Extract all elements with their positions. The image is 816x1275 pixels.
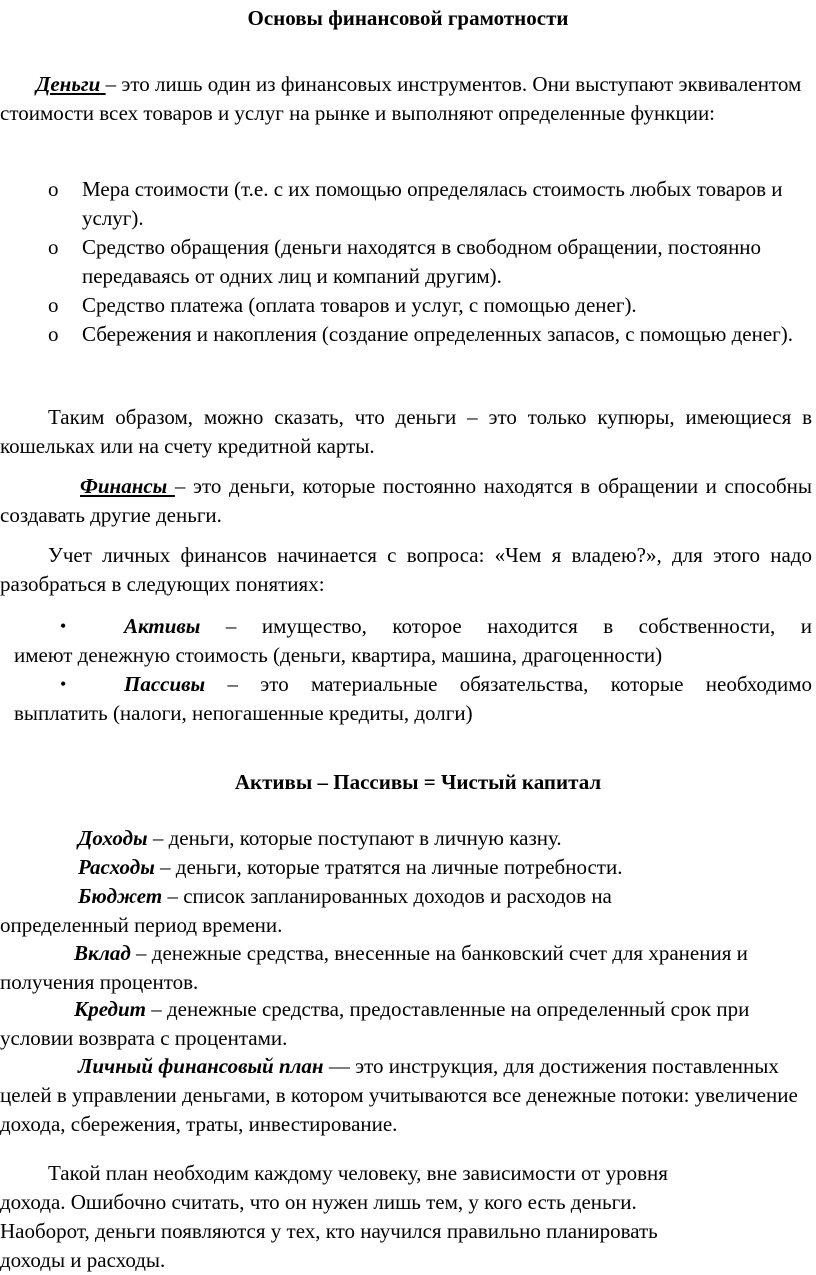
concept-text: – имущество, которое находится в собственности, и [225, 614, 812, 638]
definition-budget [0, 882, 720, 940]
list-item-continuation: имеют денежную стоимость (деньги, квартира, машина, драгоценности) [14, 643, 663, 667]
money-term: Деньги [36, 72, 106, 96]
document-title: Основы финансовой грамотности [247, 6, 569, 30]
list-marker: o [48, 322, 59, 346]
list-item [0, 670, 812, 728]
definition-text: – список запланированных доходов и расходов на определенный период времени. [0, 884, 612, 937]
definition-text: – деньги, которые поступают в личную казну. [152, 826, 562, 850]
summary-paragraph: Таким образом, можно сказать, что деньги – это только купюры, имеющиеся в кошельках или на счету кредитной карты. [0, 405, 812, 458]
definition-term: Кредит [74, 997, 146, 1021]
bullet-marker: • [60, 674, 67, 694]
list-item [0, 291, 812, 320]
definition-expenses [0, 853, 812, 882]
list-item [0, 233, 812, 291]
definition-text: – денежные средства, предоставленные на определенный срок при условии возврата с процентами. [0, 997, 750, 1050]
definition-term: Расходы [78, 855, 155, 879]
list-marker: o [48, 235, 59, 259]
finance-term: Финансы [80, 474, 175, 498]
concepts-list [0, 612, 812, 728]
money-text: – это лишь один из финансовых инструментов. Они выступают эквивалентом стоимости всех товаров и услуг на рынке и выполняют определенные функции: [0, 72, 802, 125]
list-item-continuation: выплатить (налоги, непогашенные кредиты, долги) [14, 701, 473, 725]
definition-text: – деньги, которые тратятся на личные потребности. [160, 855, 623, 879]
concept-text: – это материальные обязательства, которые необходимо [227, 672, 813, 696]
list-item-text: Сбережения и накопления (создание определенных запасов, с помощью денег). [82, 322, 794, 346]
list-item [0, 612, 812, 670]
concept-term: Пассивы [124, 672, 206, 696]
list-item-text: Средство платежа (оплата товаров и услуг, с помощью денег). [82, 293, 637, 317]
money-paragraph [0, 70, 812, 128]
list-item-text: Мера стоимости (т.е. с их помощью определялась стоимость любых товаров и услуг). [82, 177, 783, 230]
personal-finance-paragraph: Учет личных финансов начинается с вопроса: «Чем я владею?», для этого надо разобраться в следующих понятиях: [0, 543, 812, 596]
bullet-marker: • [60, 616, 67, 636]
definition-text: – денежные средства, внесенные на банковский счет для хранения и получения процентов. [0, 941, 748, 994]
list-item [0, 175, 812, 233]
list-item-first-line [0, 670, 812, 699]
definition-text: — это инструкция, для достижения поставленных целей в управлении деньгами, в котором учитываются все денежные потоки: увеличение дохода, сбережения, траты, инвестирование. [0, 1054, 798, 1136]
money-functions-list [0, 175, 812, 349]
finance-text: – это деньги, которые постоянно находятся в обращении и способны создавать другие деньги. [0, 474, 812, 527]
net-worth-formula: Активы – Пассивы = Чистый капитал [234, 770, 602, 794]
definition-credit [0, 995, 780, 1053]
list-marker: o [48, 177, 59, 201]
definition-income [0, 824, 812, 853]
definition-term: Вклад [74, 941, 131, 965]
list-item-first-line [0, 612, 812, 641]
definition-financial-plan [0, 1052, 812, 1139]
list-marker: o [48, 293, 59, 317]
concept-term: Активы [124, 614, 201, 638]
definition-term: Доходы [78, 826, 148, 850]
closing-paragraph: Такой план необходим каждому человеку, вне зависимости от уровня дохода. Ошибочно считать, что он нужен лишь тем, у кого есть деньги. Наоборот, деньги появляются у тех, кто научился правильно планировать доходы и расходы. [0, 1161, 668, 1272]
finance-paragraph [0, 472, 812, 530]
list-item-text: Средство обращения (деньги находятся в свободном обращении, постоянно передаваясь от одних лиц и компаний другим). [82, 235, 762, 288]
definition-term: Личный финансовый план [78, 1054, 324, 1078]
definition-term: Бюджет [78, 884, 163, 908]
definition-deposit [0, 939, 760, 997]
list-item [0, 320, 812, 349]
